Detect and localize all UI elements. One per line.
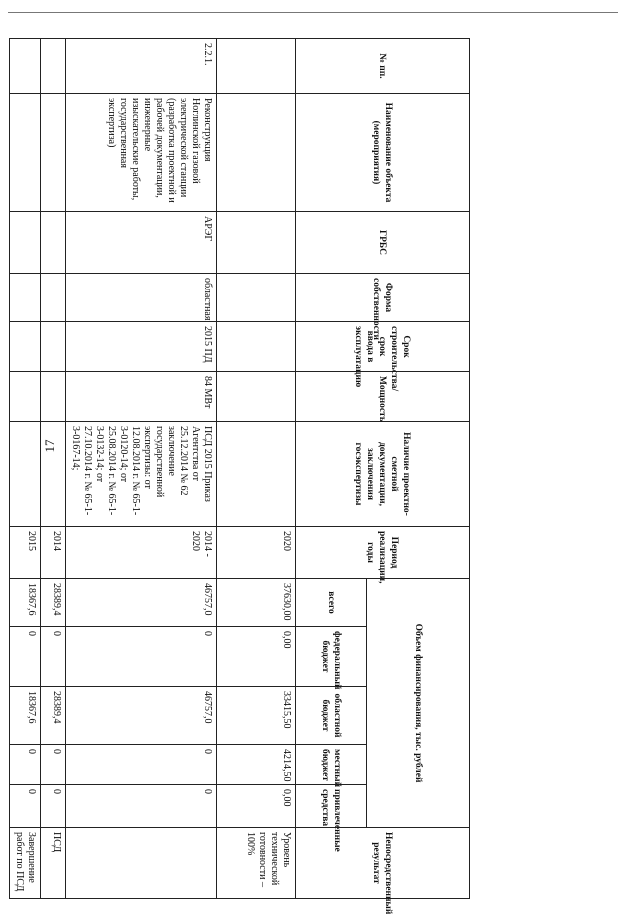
cell-name <box>217 94 296 212</box>
cell-psd: ПСД 2015 Приказ Агентства от 25.12.2014 № 62 заключение государственной экспертизы: от 12.08.2014 г. № 65-1-3-0120-14; от 25.08.2014 г. № 65-1-3-0132-14; от 27.10.2014 г. № 65-1-3-0167-14; <box>66 422 217 527</box>
header-total: всего <box>296 579 367 627</box>
cell-period: 2014 <box>41 527 66 579</box>
cell-capacity <box>41 372 66 422</box>
table-row <box>66 39 217 899</box>
table-row <box>217 39 296 899</box>
cell-psd <box>10 422 41 527</box>
cell-total: 46757,0 <box>66 579 217 627</box>
cell-federal: 0 <box>66 627 217 687</box>
cell-psd <box>217 422 296 527</box>
header-attracted: привлеченные средства <box>296 785 367 828</box>
cell-regional: 18367,6 <box>10 687 41 745</box>
cell-local: 4214,50 <box>217 745 296 785</box>
cell-construction <box>217 322 296 372</box>
cell-ownership: областная <box>66 274 217 322</box>
cell-result: ПСД <box>41 828 66 899</box>
cell-grbs <box>217 212 296 274</box>
cell-attracted: 0,00 <box>217 785 296 828</box>
header-period: Период реализации, годы <box>296 527 470 579</box>
cell-period: 2020 <box>217 527 296 579</box>
cell-num <box>10 39 41 94</box>
cell-local: 0 <box>66 745 217 785</box>
cell-result: Завершение работ по ПСД <box>10 828 41 899</box>
cell-grbs <box>10 212 41 274</box>
table-header-row <box>367 39 470 899</box>
header-capacity: Мощность <box>296 372 470 422</box>
cell-num <box>217 39 296 94</box>
cell-federal: 0 <box>41 627 66 687</box>
cell-construction: 2015 ПД <box>66 322 217 372</box>
cell-construction <box>10 322 41 372</box>
header-regional: областной бюджет <box>296 687 367 745</box>
cell-federal: 0,00 <box>217 627 296 687</box>
cell-period: 2014 - 2020 <box>66 527 217 579</box>
cell-regional: 28389,4 <box>41 687 66 745</box>
cell-local: 0 <box>41 745 66 785</box>
cell-result <box>66 828 217 899</box>
cell-result: Уровень технической готовности – 100% <box>217 828 296 899</box>
cell-construction <box>41 322 66 372</box>
cell-total: 18367,6 <box>10 579 41 627</box>
cell-attracted: 0 <box>66 785 217 828</box>
cell-total: 37630,00 <box>217 579 296 627</box>
cell-num <box>41 39 66 94</box>
cell-grbs <box>41 212 66 274</box>
cell-attracted: 0 <box>41 785 66 828</box>
cell-capacity <box>10 372 41 422</box>
header-funding: Объем финансирования, тыс. рублей <box>367 579 470 828</box>
cell-ownership <box>10 274 41 322</box>
cell-capacity: 84 МВт <box>66 372 217 422</box>
cell-regional: 46757,0 <box>66 687 217 745</box>
cell-psd <box>41 422 66 527</box>
page-number: 17 <box>42 439 57 453</box>
cell-total: 28389,4 <box>41 579 66 627</box>
top-rule <box>8 12 618 13</box>
header-psd: Наличие проектно-сметной документации, заключения госэкспертизы <box>296 422 470 527</box>
cell-ownership <box>41 274 66 322</box>
table-row <box>41 39 66 899</box>
header-ownership: Форма собственности <box>296 274 470 322</box>
cell-num: 2.2.1. <box>66 39 217 94</box>
cell-regional: 33415,50 <box>217 687 296 745</box>
funding-table <box>9 38 470 914</box>
header-name: Наименование объекта (мероприятия) <box>296 94 470 212</box>
header-federal: федеральный бюджет <box>296 627 367 687</box>
header-construction: Срок строительства/срок ввода в эксплуатацию <box>296 322 470 372</box>
cell-name <box>10 94 41 212</box>
cell-grbs: АРЭГ <box>66 212 217 274</box>
header-local: местный бюджет <box>296 745 367 785</box>
cell-capacity <box>217 372 296 422</box>
cell-name: Реконструкция Ноглинской газовой электрической станции (разработка проектной и рабочей документации, инженерные изыскательские работы, государственная экспертиза) <box>66 94 217 212</box>
cell-local: 0 <box>10 745 41 785</box>
header-grbs: ГРБС <box>296 212 470 274</box>
cell-attracted: 0 <box>10 785 41 828</box>
table-row <box>10 39 41 899</box>
cell-federal: 0 <box>10 627 41 687</box>
cell-ownership <box>217 274 296 322</box>
cell-name <box>41 94 66 212</box>
header-num: № пп. <box>296 39 470 94</box>
cell-period: 2015 <box>10 527 41 579</box>
header-result: Непосредственный результат <box>296 828 470 899</box>
